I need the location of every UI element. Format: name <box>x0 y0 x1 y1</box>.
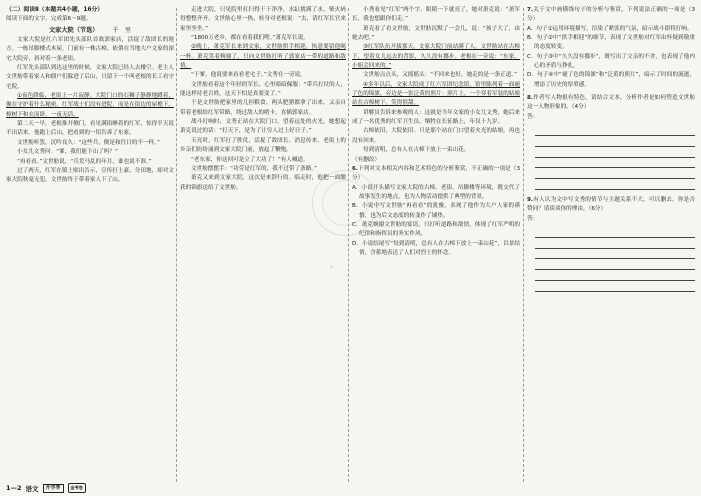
page-number: 1—2 <box>6 484 22 492</box>
column-divider <box>348 8 349 482</box>
paragraph: 小秀看见“红军”两个字，眼睛一下就亮了，她对萧克说：“萧军长，我也想跟你们走。” <box>352 7 520 23</box>
subject-label: 语文 <box>25 484 39 493</box>
question-number: 6. <box>352 165 359 172</box>
paragraph: 天亮时，红军打了胜仗，活捉了敌团长。消息传来，老街上的乡亲们纷纷涌到文家大院门前，放起了鞭炮。 <box>180 137 346 154</box>
paragraph: 古樟依旧，大院依旧。只是那个站在门口望着火光的姑娘，再也没有回来。 <box>352 128 520 144</box>
question-8 <box>527 94 695 113</box>
page-footer <box>6 483 86 493</box>
article-title-text: 文家大院（节选） <box>48 26 99 34</box>
section-instruction: 阅读下面的文字，完成第6～9题。 <box>6 16 92 23</box>
paragraph-underlined: ④多年以后，文家大院成了红六军团纪念馆。馆里陈列着一面褪了色的锦旗，旁边是一张泛黄的照片：照片上，一个穿着军装的姑娘站在古樟树下，笑得很甜。 <box>352 81 520 107</box>
column-divider <box>176 8 177 482</box>
option-a: A．句子①运用环境描写，渲染了紧张的气氛，暗示战斗即将打响。 <box>527 25 693 32</box>
option-a: A．小说开头描写文家大院的古樟、老街、吊脚楼等环境，既交代了故事发生的地点，也为人物活动提供了典型的背景。 <box>352 184 520 200</box>
answer-line[interactable] <box>535 158 695 169</box>
answer-line[interactable] <box>535 249 695 260</box>
answer-lines-q9[interactable] <box>527 227 695 292</box>
paragraph-underlined: ②晚上，萧克军长来到文家，文世舫拱手相迎，执意要留他喝一杯。萧克笑着婉谢了，只向文世舫打听了郭家店一带的道路和敌情。 <box>180 44 346 70</box>
paragraph: 走进大院，只见院里打扫得干干净净，水缸挑满了水，柴火码得整整齐齐。文世舫心里一热，转身对老根说：“去，请红军长官来家里坐坐。” <box>180 7 346 32</box>
publisher-logo: 金考卷 <box>68 483 86 493</box>
option-b: B．小说中写文世舫“再看看”的犹豫，表现了他作为大户人家的谨慎，也为后文态度的转变作了铺垫。 <box>352 203 520 219</box>
paragraph: 每到清明，总有人在古樟下放上一束山花。 <box>363 147 470 154</box>
paragraph: 战斗打响时，文秀正站在大院门口，望着远处的火光。她想起萧克说过的话：“打天下，是为了让穷人过上好日子。” <box>180 119 346 135</box>
section-heading: （二）阅读Ⅱ（本题共4小题，16分） <box>6 7 104 13</box>
answer-label: 答： <box>527 113 539 120</box>
article-title <box>6 26 174 35</box>
paragraph: 文家大院是红六军团先头部队首战郭家店，活捉了敌团长的地方。一栋吊脚楼式木屋，门前有一株古樟，依偎在当地大户文家的深宅大院旁，斜对着一条老街。 <box>6 37 174 62</box>
question-6 <box>352 165 520 184</box>
paragraph: 于是文世舫把家里的几担粮食、两头肥猪都拿了出来，又亲自带着老根给红军带路，绕过敌人的哨卡，直插郭家店。 <box>180 100 346 116</box>
paragraph: “1800万老乡，都在看着我们哩。”萧克军长说。 <box>191 35 309 42</box>
question-number: 9. <box>527 196 534 203</box>
answer-line[interactable] <box>535 238 695 249</box>
column-2 <box>180 6 346 482</box>
answer-line[interactable] <box>535 259 695 270</box>
column-3 <box>352 6 520 482</box>
answer-line[interactable] <box>535 270 695 281</box>
question-7 <box>527 6 695 25</box>
option-c: C．句子③中“久久没有挪步”，既写出了父亲的不舍，也表现了他内心的矛盾与挣扎。 <box>527 53 695 70</box>
paragraph: 红军先头部队到达这里的时候，文家大院已经人去楼空。老主人文世舫带着家人和佃户们躲进了后山，只留下一个叫老根的长工看守宅院。 <box>6 65 174 90</box>
paragraph: 文世舫点点头，又摇摇头：“不回来也好，她走的是一条正道。” <box>363 72 518 79</box>
option-d: D．句子④中“褪了色的锦旗”和“泛黄的照片”，暗示了时间的流逝，增添了历史的厚重感。 <box>527 72 695 88</box>
source-note: （有删改） <box>352 156 380 163</box>
paragraph: “干爹，他说要来看看老宅子。”文秀在一旁说。 <box>191 72 306 79</box>
option-d: D．小说结尾写“每到清明，总有人在古樟下放上一束山花”，以景结情，含蓄地表达了人们对烈士的怀念。 <box>352 240 520 256</box>
question-number: 7. <box>527 7 534 13</box>
article-author: 千 里 <box>112 26 132 34</box>
answer-line[interactable] <box>535 281 695 292</box>
question-stem: 下列对文本相关内容和艺术特色的分析鉴赏，不正确的一项是（3分） <box>352 165 520 182</box>
watermark-text: · <box>324 261 341 274</box>
paragraph: 过了两天，红军在镇上贴出告示，宣传打土豪、分田地，却对文家大院秋毫无犯。文世舫终于带着家人下了山。 <box>6 167 174 184</box>
option-c: C．萧克婉谢文世舫的宴请，只打听道路和敌情，体现了红军严明的纪律和指挥员的务实作风。 <box>352 221 520 238</box>
paragraph: 文世舫摆摆手：“功劳是红军的，我不过带了条路。” <box>191 165 318 172</box>
paragraph: “再看看。”文世舫说，“兵荒马乱的年月，谁也说不准。” <box>17 158 152 165</box>
paragraph-underlined: ③红军队伍开拔那天，文家大院门前站满了人。文世舫站在古樟下，望着女儿远去的背影，久久没有挪步。老根在一旁说：“东家，小姐会回来的。” <box>352 44 520 70</box>
answer-label: 答： <box>527 215 539 222</box>
paragraph-underlined: ①夜色降临，老街上一片寂静。大院门口的石狮子静静地蹲着，像在守护着什么秘密。红军战士们没有进院，而是在街边的屋檐下、樟树下和衣而卧，一夜无话。 <box>6 93 174 118</box>
question-stem: 作者写人物很有特色，请结合文本，分析作者是如何塑造文世舫这一人物形象的。（4分） <box>527 95 695 111</box>
footer-badge: 开学季 <box>43 484 64 493</box>
paragraph: 萧克看了看文世舫，文世舫沉默了一会儿，说：“孩子大了，由她去吧。” <box>352 25 520 42</box>
answer-line[interactable] <box>535 147 695 158</box>
answer-line[interactable] <box>535 227 695 238</box>
question-number: 8. <box>527 95 534 102</box>
option-b: B．句子②中“拱手相迎”的细节，表现了文世舫对红军由怀疑到敬重的态度转变。 <box>527 35 695 51</box>
answer-line[interactable] <box>535 125 695 136</box>
paragraph: 萧克又来到文家大院，这次是来辞行的。临走时，他把一面缴获的锦旗送给了文世舫。 <box>180 175 346 191</box>
paragraph: 文世舫看着这个年轻的军长，心里暗暗佩服：“带兵打仗的人，能这样待老百姓，这天下怕是真要变了。” <box>180 81 346 98</box>
column-1 <box>6 6 174 476</box>
question-stem: 关于文中画横线句子的分析与鉴赏，下列说法正确的一项是（3分） <box>527 7 695 23</box>
answer-lines-q8[interactable] <box>527 125 695 190</box>
answer-line[interactable] <box>535 136 695 147</box>
paragraph: 第二天一早，老根推开侧门，看见满街睡着的红军，惊得半天说不出话来。他跑上后山，把看到的一切告诉了东家。 <box>6 121 174 137</box>
question-stem: 有人认为文中写文秀的情节与主题关系不大，可以删去。你是否赞同？请谈谈你的理由。（6分） <box>527 196 695 213</box>
paragraph: 讲解员告诉来参观的人：这就是当年文家的小女儿文秀，她后来成了一名优秀的红军卫生员，牺牲在长征路上，年仅十九岁。 <box>352 109 520 126</box>
column-4 <box>527 6 695 482</box>
question-9 <box>527 196 695 215</box>
answer-line[interactable] <box>535 168 695 179</box>
paragraph: 小女儿文秀问：“爹，我们能下山了吗？” <box>17 149 118 156</box>
paragraph: 文世舫听罢，沉吟良久：“这些兵，倒是和往日的不一样。” <box>17 139 160 146</box>
paragraph: “老东家，你这回可是立了大功了！”有人喊道。 <box>191 156 309 163</box>
answer-line[interactable] <box>535 179 695 190</box>
column-divider <box>523 8 524 482</box>
